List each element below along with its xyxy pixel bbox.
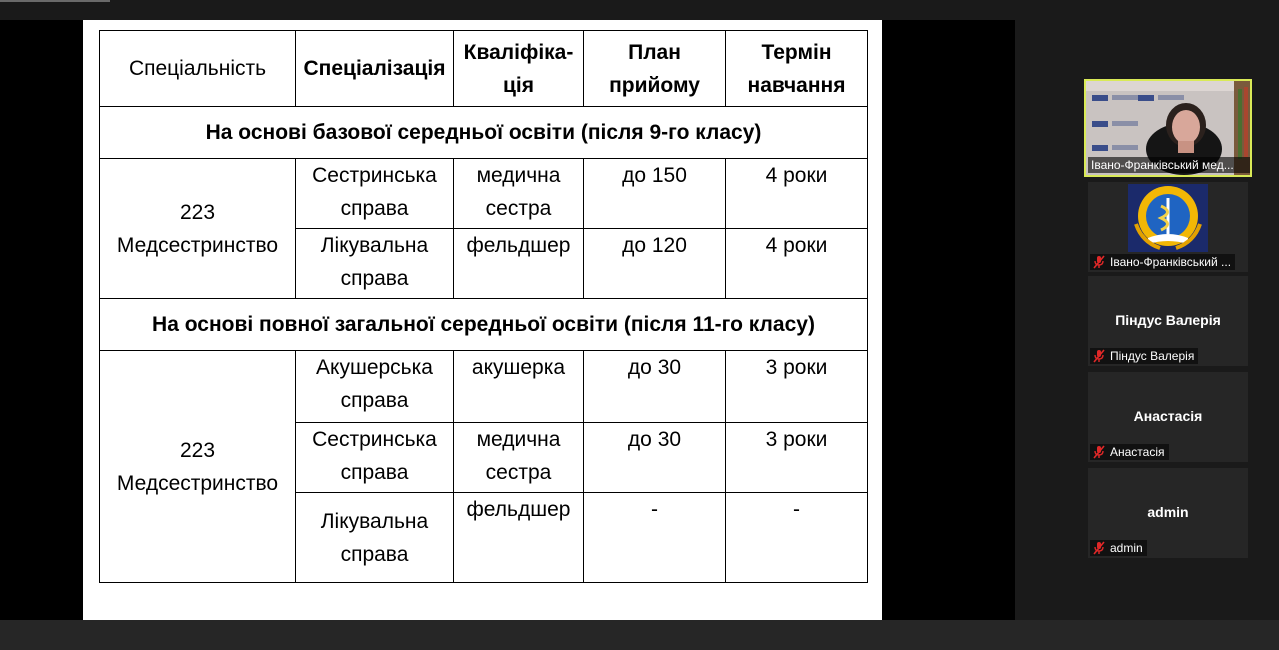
header-plan: План прийому xyxy=(584,31,726,107)
header-specialization: Спеціалізація xyxy=(296,31,454,107)
table-row xyxy=(100,159,868,229)
table-header-row xyxy=(100,31,868,107)
term-cell: 3 роки xyxy=(726,351,868,423)
participant-name-label: Івано-Франківський мед... xyxy=(1088,157,1250,173)
specialty-cell: 223 Медсестринство xyxy=(100,351,296,583)
qualification-cell: акушерка xyxy=(454,351,584,423)
header-specialty: Спеціальність xyxy=(100,31,296,107)
window-tab-indicator[interactable] xyxy=(0,0,110,2)
muted-mic-icon xyxy=(1092,445,1106,459)
plan-cell: до 30 xyxy=(584,351,726,423)
participant-name-label xyxy=(1090,444,1169,460)
section-row xyxy=(100,107,868,159)
table-row xyxy=(100,351,868,423)
term-cell: 3 роки xyxy=(726,423,868,493)
specialization-cell: Акушерська справа xyxy=(296,351,454,423)
specialization-cell: Лікувальна справа xyxy=(296,229,454,299)
participant-display-name: admin xyxy=(1147,504,1189,520)
participant-name-label xyxy=(1090,254,1235,270)
participant-display-name: Анастасія xyxy=(1133,408,1203,424)
top-bar xyxy=(0,0,1279,20)
bottom-toolbar xyxy=(0,620,1279,650)
qualification-cell: медична сестра xyxy=(454,159,584,229)
specialization-cell: Сестринська справа xyxy=(296,159,454,229)
admission-table xyxy=(99,30,868,583)
qualification-cell: фельдшер xyxy=(454,493,584,583)
participant-name-label xyxy=(1090,540,1147,556)
term-cell: 4 роки xyxy=(726,229,868,299)
specialty-cell: 223 Медсестринство xyxy=(100,159,296,299)
shared-slide xyxy=(83,20,882,620)
qualification-cell: медична сестра xyxy=(454,423,584,493)
participant-name-label xyxy=(1090,348,1198,364)
participant-name: Піндус Валерія xyxy=(1110,349,1195,363)
specialization-cell: Лікувальна справа xyxy=(296,493,454,583)
participant-name: Анастасія xyxy=(1110,445,1165,459)
section-title: На основі повної загальної середньої освіти (після 11-го класу) xyxy=(100,299,868,351)
term-cell: - xyxy=(726,493,868,583)
plan-cell: до 30 xyxy=(584,423,726,493)
header-term: Термін навчання xyxy=(726,31,868,107)
participant-name: admin xyxy=(1110,541,1143,555)
muted-mic-icon xyxy=(1092,541,1106,555)
participant-name: Івано-Франківський ... xyxy=(1110,255,1232,269)
header-qualification: Кваліфіка- ція xyxy=(454,31,584,107)
muted-mic-icon xyxy=(1092,255,1106,269)
participant-display-name: Піндус Валерія xyxy=(1115,312,1221,328)
participant-tile[interactable] xyxy=(1088,372,1248,462)
muted-mic-icon xyxy=(1092,349,1106,363)
term-cell: 4 роки xyxy=(726,159,868,229)
participant-tile[interactable] xyxy=(1088,276,1248,366)
college-logo-icon xyxy=(1128,184,1208,252)
participant-tile[interactable] xyxy=(1088,468,1248,558)
specialization-cell: Сестринська справа xyxy=(296,423,454,493)
participant-tile-logo[interactable] xyxy=(1088,182,1248,272)
plan-cell: - xyxy=(584,493,726,583)
plan-cell: до 120 xyxy=(584,229,726,299)
section-row xyxy=(100,299,868,351)
plan-cell: до 150 xyxy=(584,159,726,229)
qualification-cell: фельдшер xyxy=(454,229,584,299)
section-title: На основі базової середньої освіти (після 9-го класу) xyxy=(100,107,868,159)
participant-tile-active-video[interactable] xyxy=(1084,79,1252,177)
